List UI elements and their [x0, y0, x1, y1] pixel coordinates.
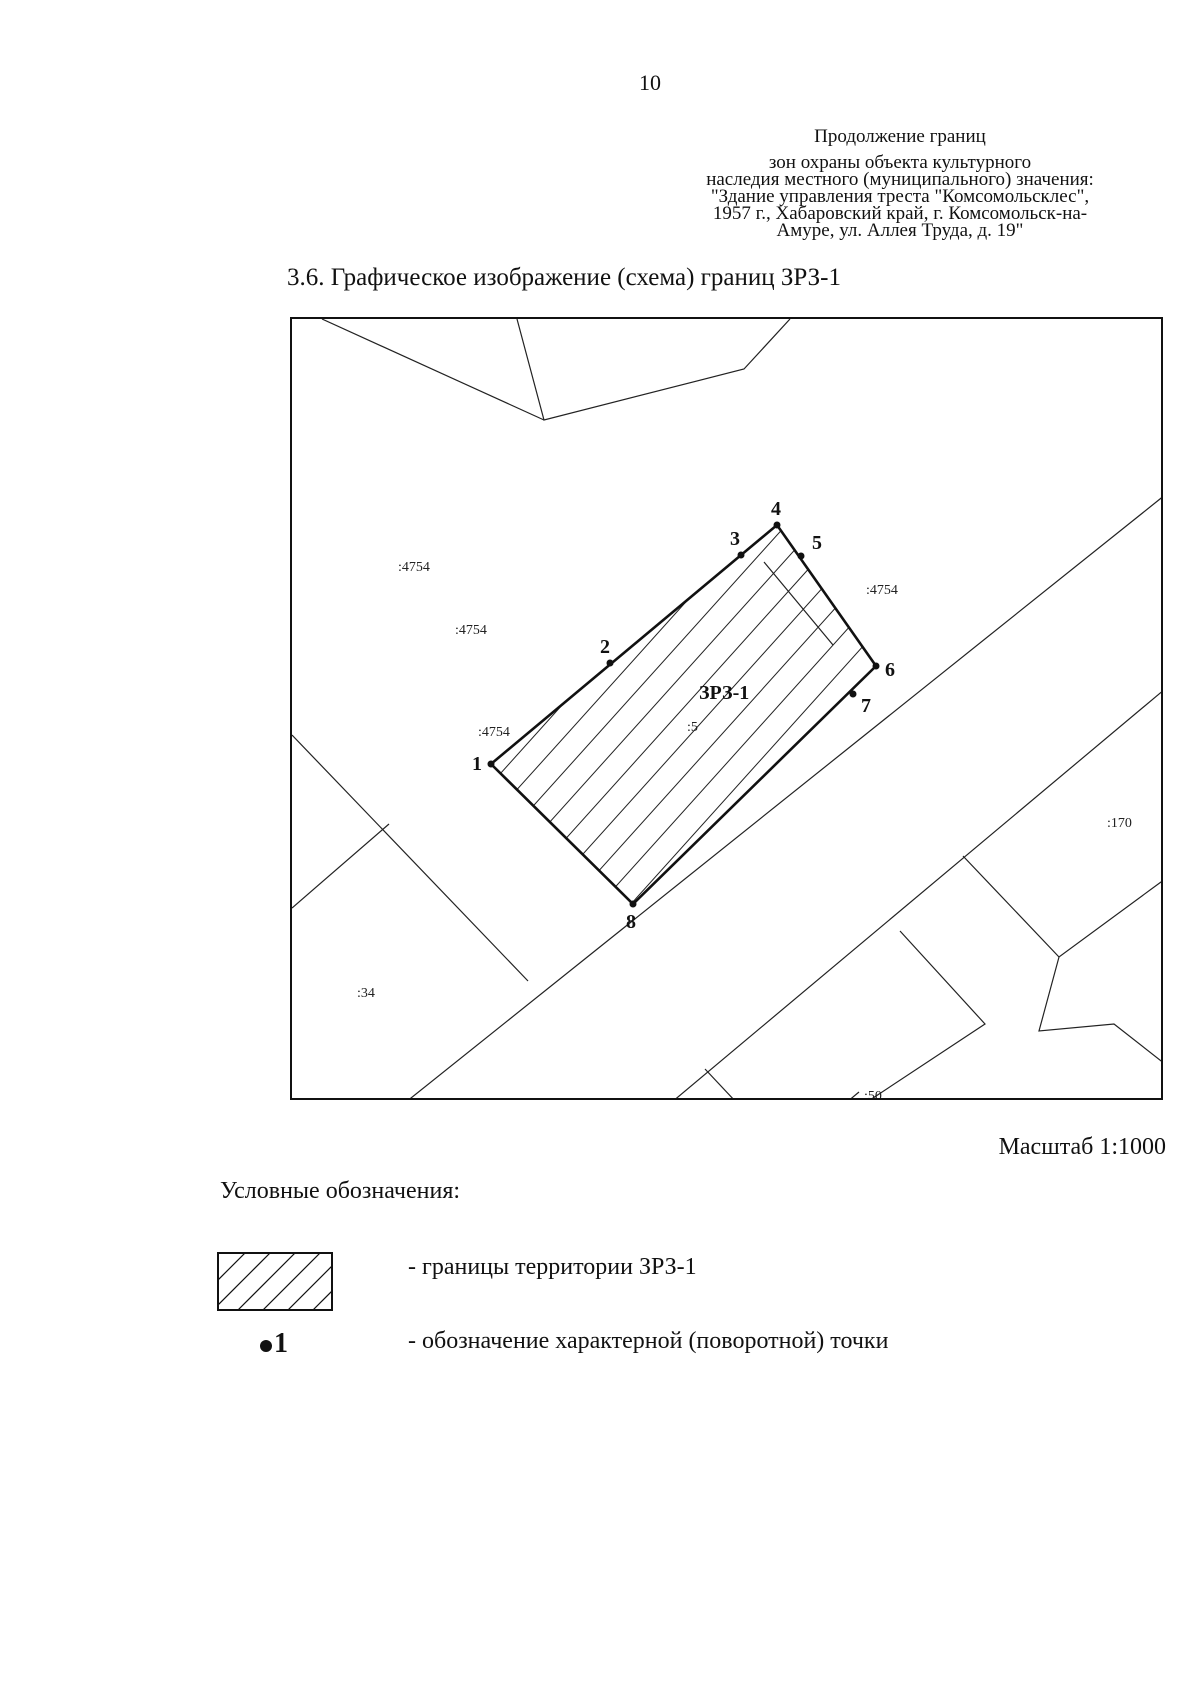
- parcel-line: [672, 689, 1163, 1100]
- parcel-label: :5: [687, 720, 698, 735]
- hatch-line: [590, 584, 950, 984]
- hatch-line: [414, 504, 774, 904]
- hatch-line: [436, 514, 796, 914]
- parcel-line: [867, 931, 985, 1100]
- hatch-line: [524, 554, 884, 954]
- point-label: 7: [861, 695, 871, 717]
- turning-point: [850, 691, 857, 698]
- parcel-line: [322, 319, 544, 420]
- header-line: Продолжение границ: [814, 126, 986, 147]
- map-scale: Масштаб 1:1000: [998, 1134, 1166, 1160]
- point-label: 2: [600, 636, 610, 658]
- header-line: наследия местного (муниципального) значения:: [706, 169, 1094, 190]
- hatch-line: [262, 1252, 321, 1311]
- hatch-line: [392, 494, 752, 894]
- header-line: Амуре, ул. Аллея Труда, д. 19": [776, 220, 1024, 241]
- point-label: 4: [771, 498, 781, 520]
- parcel-line: [705, 1069, 736, 1100]
- turning-point: [873, 663, 880, 670]
- point-label: 1: [472, 753, 482, 775]
- hatch-line: [700, 634, 1060, 1034]
- legend-item-text: - границы территории ЗРЗ-1: [408, 1254, 697, 1280]
- turning-point: [774, 522, 781, 529]
- legend-item-text: - обозначение характерной (поворотной) точки: [408, 1328, 889, 1354]
- hatch-line: [480, 534, 840, 934]
- parcel-label: :4754: [398, 560, 430, 575]
- hatch-line: [458, 524, 818, 924]
- parcel-label: :170: [1107, 816, 1132, 831]
- parcel-line: [847, 1092, 859, 1100]
- turning-point: [738, 552, 745, 559]
- map-drawing: [292, 319, 1163, 1100]
- document-header: [640, 128, 1160, 239]
- parcel-label: :50: [864, 1089, 882, 1102]
- point-label: 8: [626, 911, 636, 933]
- legend-point-symbol: [260, 1328, 288, 1360]
- zone-label: ЗРЗ-1: [699, 682, 750, 704]
- point-label: 5: [812, 532, 822, 554]
- parcel-label: :4754: [478, 725, 510, 740]
- section-title: 3.6. Графическое изображение (схема) границ ЗРЗ-1: [287, 264, 841, 291]
- legend-title: Условные обозначения:: [220, 1178, 461, 1204]
- turning-point: [630, 901, 637, 908]
- parcel-label: :34: [357, 986, 375, 1001]
- zone-boundary: [491, 525, 876, 904]
- parcel-line: [517, 319, 790, 420]
- header-line: зон охраны объекта культурного: [768, 152, 1032, 173]
- legend-point-label: 1: [274, 1328, 288, 1359]
- hatch-line: [237, 1252, 296, 1311]
- hatch-line: [722, 644, 1082, 1044]
- map-scheme: [290, 317, 1163, 1100]
- hatch-line: [568, 574, 928, 974]
- parcel-line: [764, 562, 833, 645]
- page-number: 10: [639, 70, 661, 95]
- hatch-line: [217, 1252, 271, 1311]
- point-dot-icon: [260, 1340, 272, 1352]
- turning-point: [798, 553, 805, 560]
- parcel-line: [1039, 957, 1163, 1064]
- turning-point: [488, 761, 495, 768]
- header-line: "Здание управления треста "Комсомольсклес",: [710, 186, 1090, 207]
- hatch-line: [634, 604, 994, 1004]
- legend-hatch-swatch: [217, 1252, 333, 1311]
- hatch-line: [656, 614, 1016, 1014]
- parcel-lines: [292, 319, 1163, 1100]
- parcel-line: [963, 856, 1163, 957]
- parcel-line: [292, 735, 528, 981]
- point-label: 3: [730, 528, 740, 550]
- hatch-line: [287, 1252, 333, 1311]
- hatch-line: [312, 1252, 333, 1311]
- parcel-label: :4754: [455, 623, 487, 638]
- parcel-line: [292, 824, 389, 908]
- turning-point: [607, 660, 614, 667]
- point-label: 6: [885, 659, 895, 681]
- parcel-label: :4754: [866, 583, 898, 598]
- hatch-line: [546, 564, 906, 964]
- header-line: 1957 г., Хабаровский край, г. Комсомольск-на-: [712, 203, 1088, 224]
- turning-points: [488, 522, 880, 908]
